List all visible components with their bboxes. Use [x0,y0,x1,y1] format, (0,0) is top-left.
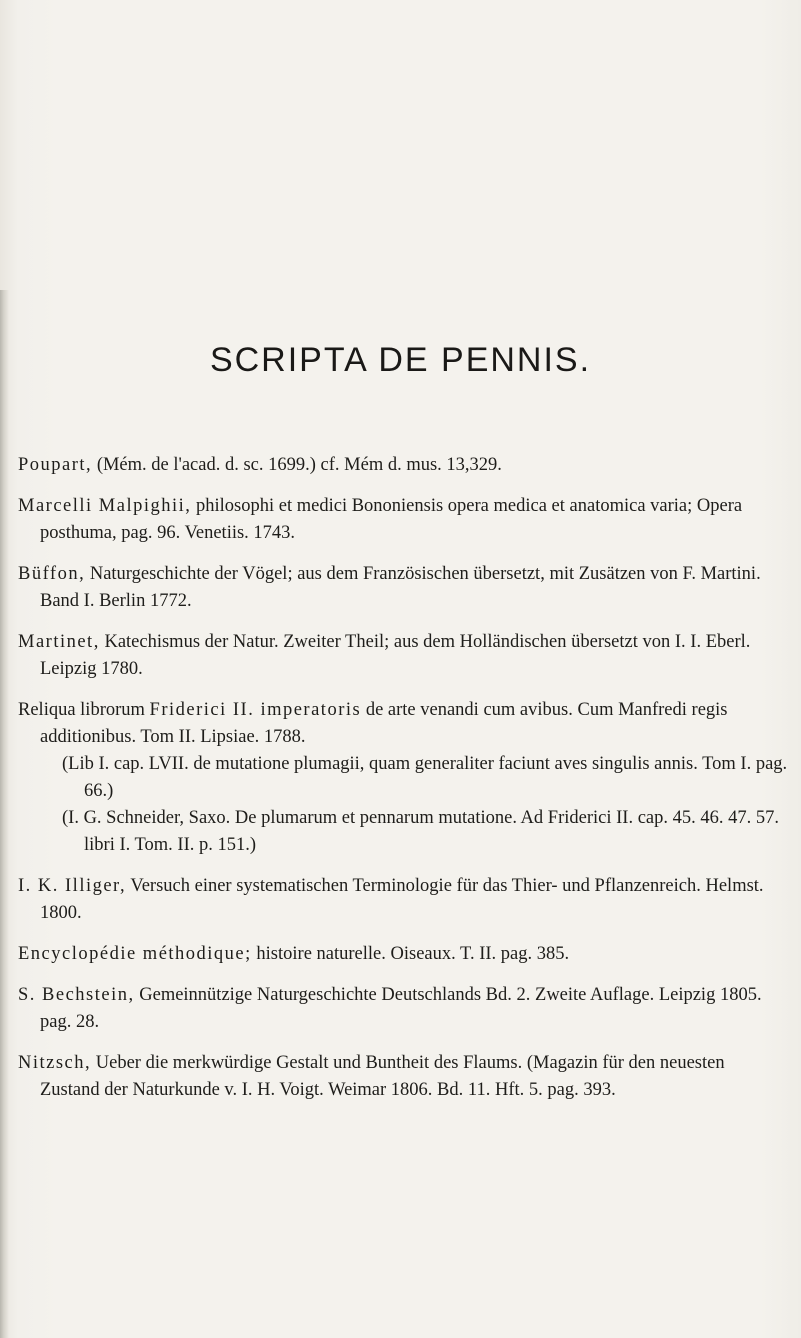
entry-author: Poupart, [18,455,93,475]
entry-note: (Lib I. cap. LVII. de mutatione plumagii, quam generaliter faciunt aves singulis annis. Tom I. pag. 66.) [62,754,788,801]
bibliography-entry-illiger [18,873,788,927]
entry-author: Friderici II. imperatoris [149,700,362,720]
bibliography-entry-friderici [18,697,788,859]
entry-text: Ueber die merkwürdige Gestalt und Buntheit des Flaums. (Magazin für den neuesten Zustand der Naturkunde v. I. H. Voigt. Weimar 1806. Bd. 11. Hft. 5. pag. 393. [40,1053,725,1100]
bibliography-entry-poupart [18,452,788,479]
entry-text: Versuch einer systematischen Terminologie für das Thier- und Pflanzenreich. Helmst. 1800. [40,876,764,923]
bibliography-entry-bechstein [18,982,788,1036]
entry-text: (Mém. de l'acad. d. sc. 1699.) cf. Mém d. mus. 13,329. [92,455,502,475]
bibliography-entry-nitzsch [18,1050,788,1104]
bibliography-entry-encyclopedie [18,941,788,968]
entry-note: (I. G. Schneider, Saxo. De plumarum et pennarum mutatione. Ad Friderici II. cap. 45. 46. 47. 57. libri I. Tom. II. p. 151.) [62,808,779,855]
entry-author: S. Bechstein, [18,985,135,1005]
page-title: SCRIPTA DE PENNIS. [209,341,592,379]
entry-author: Encyclopédie méthodique; [18,944,252,964]
entry-text: Katechismus der Natur. Zweiter Theil; aus dem Holländischen übersetzt von I. I. Eberl. Leipzig 1780. [40,632,751,679]
entry-author: Nitzsch, [18,1053,92,1073]
bibliography-entry-buffon [18,561,788,615]
entry-text: de arte venandi cum avibus. Cum Manfredi regis additionibus. Tom II. Lipsiae. 1788. [40,700,728,747]
entry-text: Naturgeschichte der Vögel; aus dem Französischen übersetzt, mit Zusätzen von F. Martini. Band I. Berlin 1772. [40,564,761,611]
entry-author: Marcelli Malpighii, [18,496,192,516]
bibliography-entry-malpighii [18,493,788,547]
entry-author: I. K. Illiger, [18,876,127,896]
entry-prefix: Reliqua librorum [18,700,150,720]
entry-text: histoire naturelle. Oiseaux. T. II. pag. 385. [251,944,570,964]
bibliography-entry-martinet [18,629,788,683]
entry-text: Gemeinnützige Naturgeschichte Deutschlands Bd. 2. Zweite Auflage. Leipzig 1805. pag. 28. [40,985,762,1032]
entry-author: Martinet, [18,632,100,652]
entry-author: Büffon, [18,564,86,584]
page-binding-edge [0,290,9,1338]
entry-text: philosophi et medici Bononiensis opera medica et anatomica varia; Opera posthuma, pag. 96. Venetiis. 1743. [40,496,743,543]
entry-notes [40,751,788,859]
bibliography-list [18,452,788,1104]
